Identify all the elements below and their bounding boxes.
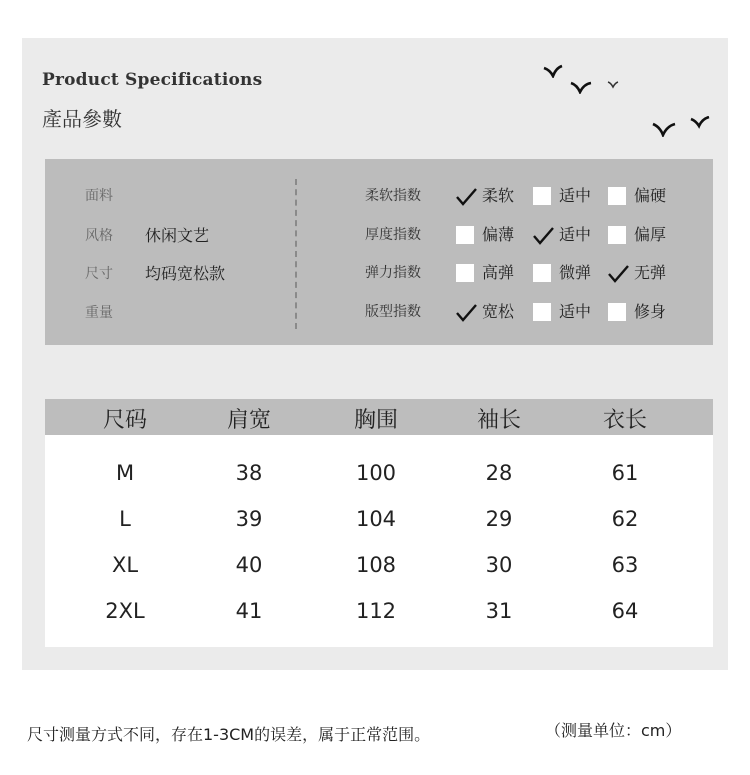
size-table bbox=[45, 399, 713, 647]
index-label: 版型指数 bbox=[365, 304, 421, 320]
attribute-value: 均码宽松款 bbox=[145, 264, 226, 283]
index-label: 柔软指数 bbox=[365, 188, 421, 204]
checkbox-box bbox=[533, 226, 551, 244]
checkbox-box bbox=[456, 264, 474, 282]
bird-icon bbox=[570, 80, 592, 94]
checkbox-box bbox=[608, 187, 626, 205]
table-cell: L bbox=[119, 507, 131, 531]
option-label: 柔软 bbox=[482, 186, 515, 205]
option-label: 适中 bbox=[559, 225, 592, 244]
table-cell: 2XL bbox=[105, 599, 145, 623]
table-cell: 112 bbox=[355, 599, 397, 623]
index-label: 弹力指数 bbox=[365, 265, 421, 281]
checkbox-box bbox=[456, 303, 474, 321]
table-header-cell: 衣长 bbox=[602, 408, 647, 433]
attribute-label: 尺寸 bbox=[85, 266, 113, 282]
table-cell: 29 bbox=[485, 507, 513, 531]
checkmark-icon bbox=[606, 262, 630, 286]
bird-icon bbox=[543, 64, 563, 78]
option-label: 宽松 bbox=[482, 302, 515, 321]
measurement-note: 尺寸测量方式不同，存在1-3CM的误差，属于正常范围。 bbox=[27, 725, 431, 744]
option-label: 微弹 bbox=[559, 263, 592, 282]
checkbox-box bbox=[533, 303, 551, 321]
measurement-unit: （测量单位：cm） bbox=[545, 721, 682, 740]
checkbox-box bbox=[608, 264, 626, 282]
table-cell: 62 bbox=[611, 507, 639, 531]
index-label: 厚度指数 bbox=[365, 227, 421, 243]
checkmark-icon bbox=[531, 224, 555, 248]
table-header-cell: 胸围 bbox=[353, 408, 398, 433]
option-label: 偏硬 bbox=[634, 186, 667, 205]
table-cell: M bbox=[115, 461, 135, 485]
checkmark-icon bbox=[454, 301, 478, 325]
table-cell: XL bbox=[111, 553, 139, 577]
dashed-divider bbox=[295, 179, 297, 329]
attribute-box bbox=[45, 159, 713, 345]
option-label: 适中 bbox=[559, 186, 592, 205]
option-label: 修身 bbox=[634, 302, 667, 321]
checkbox-box bbox=[456, 226, 474, 244]
bird-icon bbox=[607, 80, 619, 89]
option-label: 无弹 bbox=[634, 263, 667, 282]
table-cell: 38 bbox=[235, 461, 263, 485]
checkbox-box bbox=[608, 226, 626, 244]
table-cell: 63 bbox=[611, 553, 639, 577]
table-header-cell: 尺码 bbox=[102, 408, 147, 433]
option-label: 高弹 bbox=[482, 263, 515, 282]
table-cell: 100 bbox=[355, 461, 397, 485]
attribute-value: 休闲文艺 bbox=[145, 226, 210, 245]
title-english: Product Specifications bbox=[42, 70, 263, 90]
table-header-row bbox=[45, 399, 713, 435]
bird-icon bbox=[690, 116, 710, 130]
table-cell: 104 bbox=[355, 507, 397, 531]
bird-icon bbox=[652, 121, 676, 137]
option-label: 偏薄 bbox=[482, 225, 515, 244]
attribute-label: 重量 bbox=[85, 305, 113, 321]
table-cell: 31 bbox=[485, 599, 513, 623]
option-label: 偏厚 bbox=[634, 225, 667, 244]
attribute-label: 面料 bbox=[85, 188, 113, 204]
checkbox-box bbox=[456, 187, 474, 205]
table-cell: 108 bbox=[355, 553, 397, 577]
table-cell: 64 bbox=[611, 599, 639, 623]
checkbox-box bbox=[533, 264, 551, 282]
attribute-label: 风格 bbox=[85, 228, 113, 244]
table-header-cell: 袖长 bbox=[476, 408, 521, 433]
title-chinese: 產品參數 bbox=[42, 107, 122, 131]
table-cell: 40 bbox=[235, 553, 263, 577]
table-cell: 30 bbox=[485, 553, 513, 577]
checkmark-icon bbox=[454, 185, 478, 209]
checkbox-box bbox=[533, 187, 551, 205]
table-header-cell: 肩宽 bbox=[226, 408, 271, 433]
checkbox-box bbox=[608, 303, 626, 321]
table-cell: 41 bbox=[235, 599, 263, 623]
table-cell: 61 bbox=[611, 461, 639, 485]
option-label: 适中 bbox=[559, 302, 592, 321]
table-cell: 28 bbox=[485, 461, 513, 485]
table-cell: 39 bbox=[235, 507, 263, 531]
